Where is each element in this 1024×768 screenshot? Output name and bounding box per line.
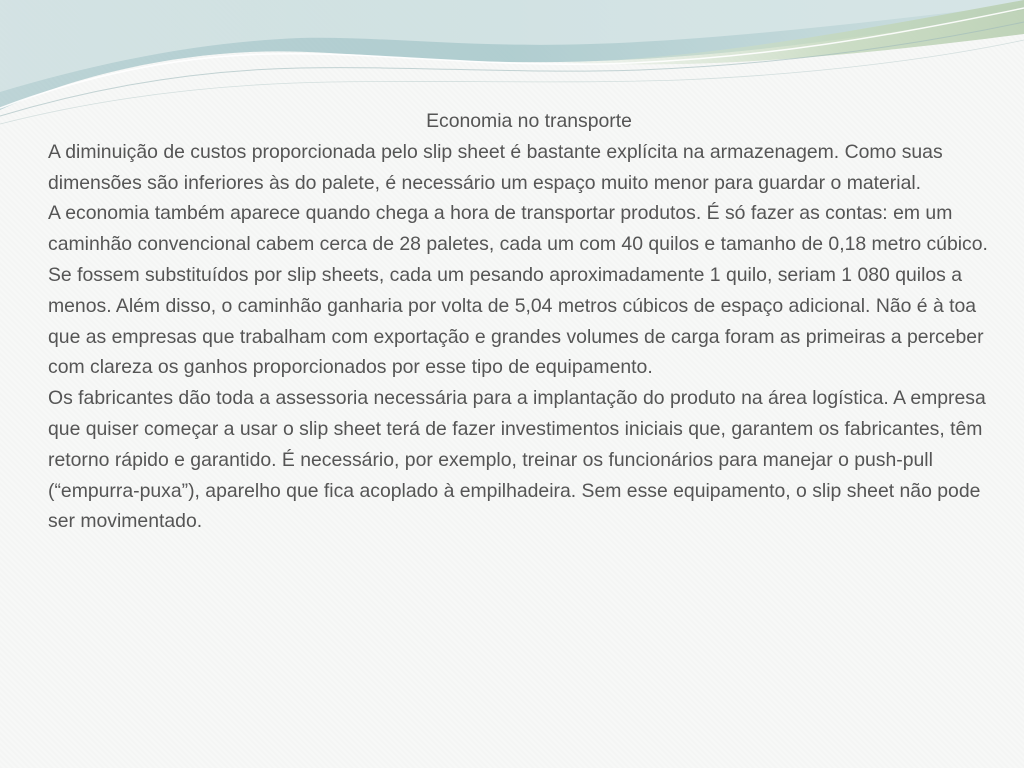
paragraph-1: A diminuição de custos proporcionada pelo slip sheet é bastante explícita na armazenagem. Como suas dimensões são inferiores às do palete, é necessário um espaço muito menor para guardar o material. [48,140,943,194]
paragraph-3: Os fabricantes dão toda a assessoria necessária para a implantação do produto na área logística. A empresa que quiser começar a usar o slip sheet terá de fazer investimentos iniciais que, garantem os fabricantes, têm retorno rápido e garantido. É necessário, por exemplo, treinar os funcionários para manejar o push-pull (“empurra-puxa”), aparelho que fica acoplado à empilhadeira. Sem esse equipamento, o slip sheet não pode ser movimentado. [48,387,986,533]
slide-title: Economia no transporte [426,110,632,132]
paragraph-2: A economia também aparece quando chega a hora de transportar produtos. É só fazer as contas: em um caminhão convencional cabem cerca de 28 paletes, cada um com 40 quilos e tamanho de 0,18 metro cúbico. Se fossem substituídos por slip sheets, cada um pesando aproximadamente 1 quilo, seriam 1 080 quilos a menos. Além disso, o caminhão ganharia por volta de 5,04 metros cúbicos de espaço adicional. Não é à toa que as empresas que trabalham com exportação e grandes volumes de carga foram as primeiras a perceber com clareza os ganhos proporcionados por esse tipo de equipamento. [48,202,988,379]
text-body [48,106,988,537]
